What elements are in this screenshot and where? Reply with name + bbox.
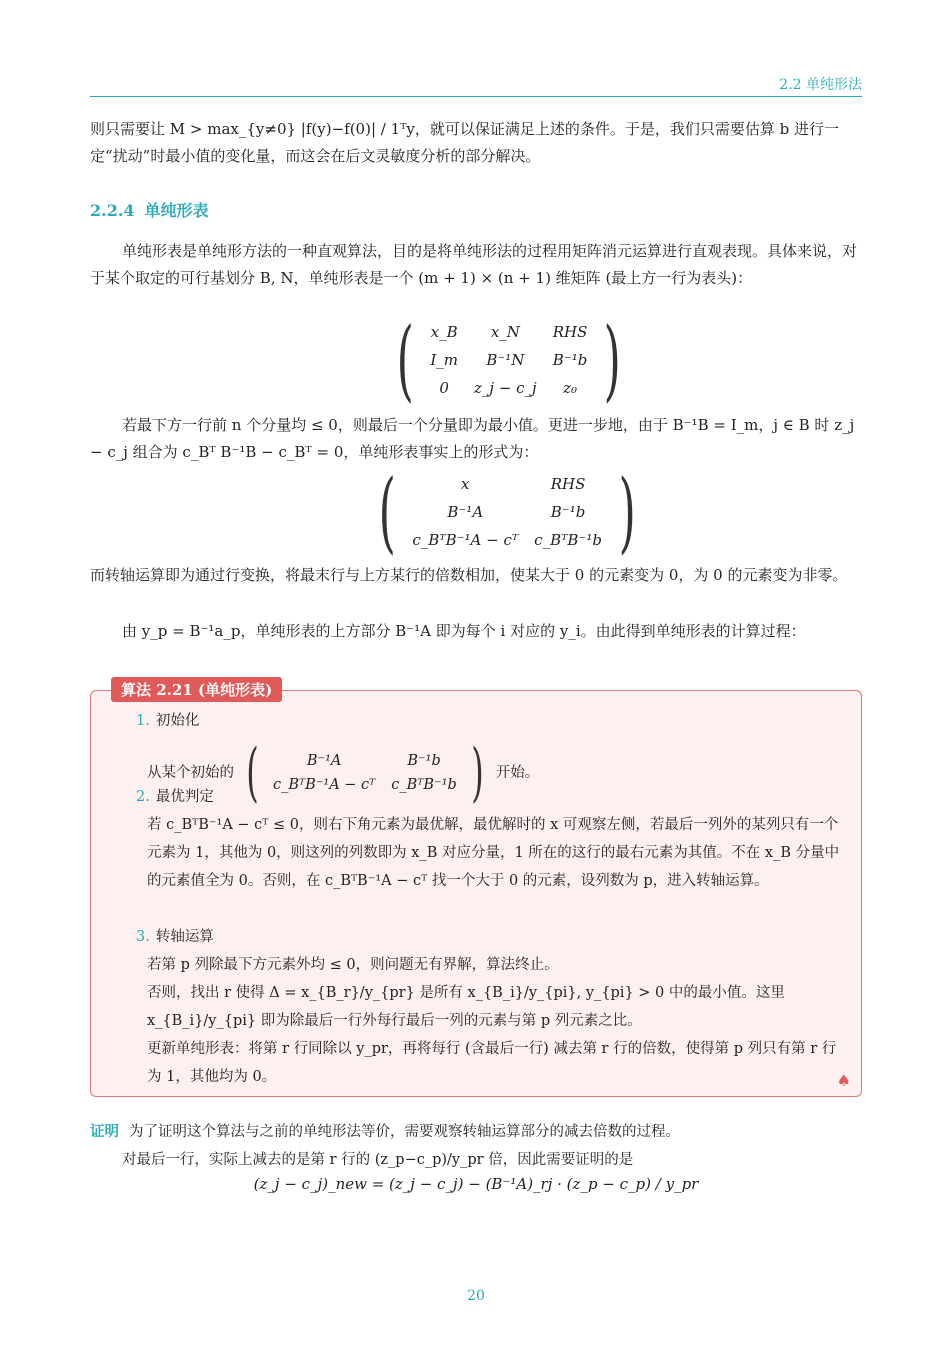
section-heading: [90, 198, 209, 221]
matrix1-grid: [422, 316, 595, 404]
matrix-cell: B⁻¹b: [550, 503, 586, 521]
step1-matrix: [240, 736, 490, 810]
step-number: 3.: [136, 929, 150, 945]
matrix2-grid: [404, 468, 610, 556]
matrix-cell: c_BᵀB⁻¹b: [391, 777, 457, 793]
matrix-cell: B⁻¹b: [407, 753, 441, 769]
step-3-body-3: 更新单纯形表：将第 r 行同除以 y_pr，再将每行 (含最后一行) 减去第 r 行的倍数，使得第 p 列只有第 r 行为 1，其他均为 0。: [147, 1041, 837, 1085]
proof-equation: (z_j − c_j)_new = (z_j − c_j) − (B⁻¹A)_rj · (z_p − c_p) / y_pr: [253, 1175, 699, 1193]
proof-line-1: [90, 1118, 862, 1146]
matrix-cell: z₀: [563, 379, 577, 397]
algorithm-title: 算法 2.21 (单纯形表): [111, 677, 282, 702]
step-1-heading: [136, 707, 199, 735]
paragraph-optimality: 若最下方一行前 n 个分量均 ≤ 0，则最后一个分量即为最小值。更进一步地，由于 B⁻¹B = I_m，j ∈ B 时 z_j − c_j 组合为 c_Bᵀ B⁻¹B − c_Bᵀ = 0，单纯形表事实上的形式为：: [90, 416, 855, 461]
page-number: 20: [467, 1288, 485, 1304]
step-label: 初始化: [155, 713, 200, 729]
right-paren: ): [603, 308, 622, 411]
left-paren: (: [246, 736, 259, 810]
section-number: 2.2.4: [90, 201, 135, 220]
matrix-cell: B⁻¹b: [552, 351, 588, 369]
step-3-body-2: 否则，找出 r 使得 Δ = x_{B_r}/y_{pr} 是所有 x_{B_i}/y_{pi}, y_{pi} > 0 中的最小值。这里 x_{B_i}/y_{pi} 即为除最后一行外每行最后一列的元素与第 p 列元素之比。: [147, 985, 785, 1029]
matrix-cell: x_B: [430, 323, 458, 341]
matrix-cell: RHS: [550, 475, 586, 493]
header-rule: [90, 96, 862, 97]
paragraph-pivot: 而转轴运算即为通过行变换，将最末行与上方某行的倍数相加，使某大于 0 的元素变为 0，为 0 的元素变为非零。: [90, 566, 848, 584]
algorithm-box: [90, 681, 862, 1097]
matrix-cell: B⁻¹A: [447, 503, 484, 521]
running-header: 2.2 单纯形法: [779, 77, 862, 93]
matrix-cell: RHS: [552, 323, 588, 341]
step-2-heading: [136, 783, 214, 811]
matrix-cell: B⁻¹A: [306, 753, 342, 769]
step-label: 最优判定: [155, 789, 214, 805]
paragraph-yp: 由 y_p = B⁻¹a_p，单纯形表的上方部分 B⁻¹A 即为每个 i 对应的 y_i。由此得到单纯形表的计算过程：: [122, 622, 806, 640]
matrix-cell: B⁻¹N: [486, 351, 525, 369]
paragraph-tableau-def: 单纯形表是单纯形方法的一种直观算法，目的是将单纯形法的过程用矩阵消元运算进行直观表现。具体来说，对于某个取定的可行基划分 B, N，单纯形表是一个 (m + 1) × (n + 1) 维矩阵 (最上方一行为表头)：: [90, 242, 858, 287]
step1-matrix-grid: [265, 741, 465, 805]
step1-prefix: 从某个初始的: [147, 765, 234, 781]
matrix-cell: I_m: [430, 351, 458, 369]
proof-label: 证明: [90, 1123, 119, 1140]
matrix-cell: z_j − c_j: [474, 379, 537, 397]
matrix-cell: x: [461, 475, 470, 493]
right-paren: ): [618, 460, 636, 563]
paragraph-intro: 则只需要让 M > max_{y≠0} |f(y)−f(0)| / 1ᵀy，就可以保证满足上述的条件。于是，我们只需要估算 b 进行一定“扰动”时最小值的变化量，而这会在后文灵敏度分析的部分解决。: [90, 120, 840, 165]
matrix-cell: c_BᵀB⁻¹b: [534, 531, 602, 549]
step-3-heading: [136, 923, 214, 951]
step-number: 1.: [136, 713, 150, 729]
step-1-body: [147, 736, 847, 810]
proof-text-2: 对最后一行，实际上减去的是第 r 行的 (z_p−c_p)/y_pr 倍，因此需要证明的是: [122, 1152, 634, 1168]
matrix-tableau-form: [370, 460, 644, 563]
step-label: 转轴运算: [155, 929, 214, 945]
proof-text-1: 为了证明这个算法与之前的单纯形法等价，需要观察转轴运算部分的减去倍数的过程。: [129, 1124, 680, 1140]
matrix-tableau-header: [388, 308, 630, 411]
right-paren: ): [471, 736, 484, 810]
left-paren: (: [396, 308, 414, 411]
matrix-cell: c_BᵀB⁻¹A − cᵀ: [412, 531, 519, 549]
step-number: 2.: [136, 789, 150, 805]
spade-icon: ♠: [836, 1071, 851, 1090]
matrix-cell: 0: [439, 379, 449, 397]
step1-suffix: 开始。: [495, 765, 540, 781]
section-title: 单纯形表: [144, 201, 209, 220]
left-paren: (: [378, 460, 396, 563]
matrix-cell: x_N: [490, 323, 520, 341]
step-2-body: 若 c_BᵀB⁻¹A − cᵀ ≤ 0，则右下角元素为最优解，最优解时的 x 可观察左侧，若最后一列外的某列只有一个元素为 1，其他为 0，则这列的列数即为 x_B 对应分量，1 所在的这行的最右元素为其值。不在 x_B 分量中的元素值全为 0。否则，在 c_BᵀB⁻¹A − cᵀ 找一个大于 0 的元素，设列数为 p，进入转轴运算。: [147, 817, 840, 889]
matrix-cell: c_BᵀB⁻¹A − cᵀ: [272, 777, 376, 793]
proof-block: [90, 1118, 862, 1174]
step-3-body-1: 若第 p 列除最下方元素外均 ≤ 0，则问题无有界解，算法终止。: [147, 957, 559, 973]
